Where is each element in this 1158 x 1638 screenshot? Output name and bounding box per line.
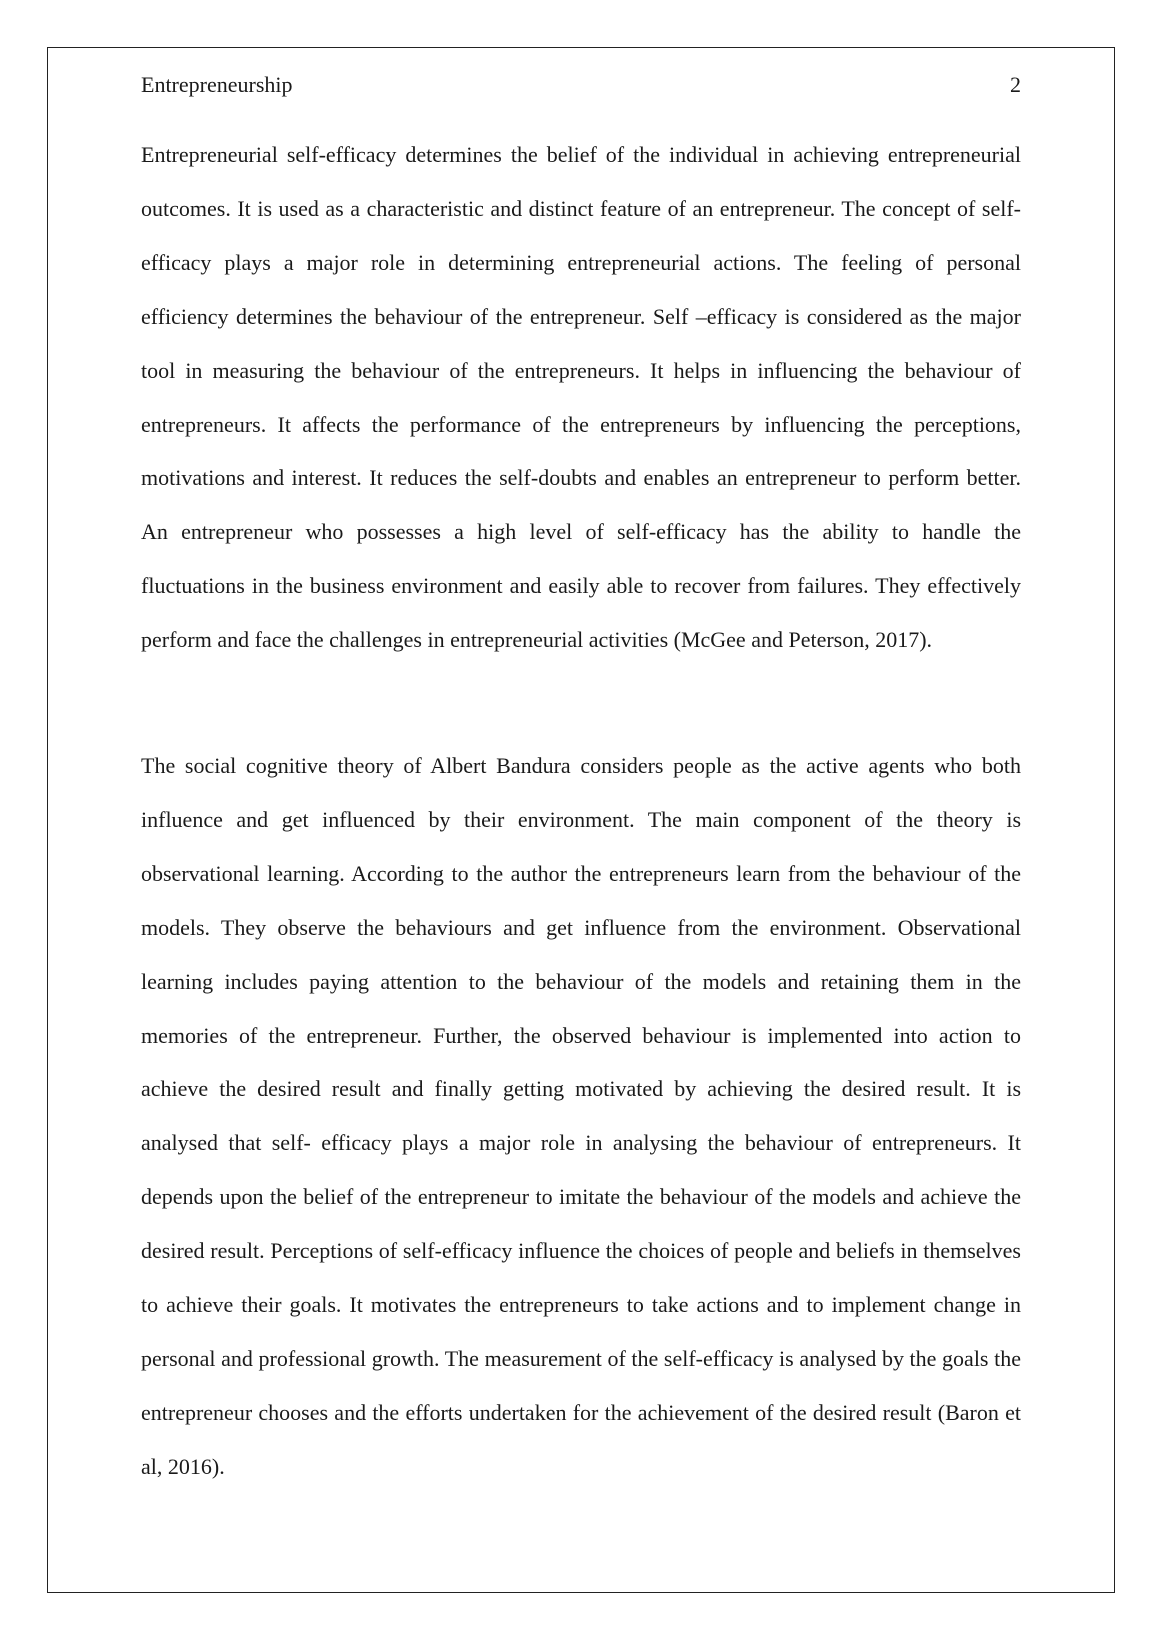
body-paragraph-1: Entrepreneurial self-efficacy determines the belief of the individual in achieving entrepreneurial outcomes. It is used as a characteristic and distinct feature of an entrepreneur. The concept of self-efficacy plays a major role in determining entrepreneurial actions. The feeling of personal efficiency determines the behaviour of the entrepreneur. Self –efficacy is considered as the major tool in measuring the behaviour of the entrepreneurs. It helps in influencing the behaviour of entrepreneurs. It affects the performance of the entrepreneurs by influencing the perceptions, motivations and interest. It reduces the self-doubts and enables an entrepreneur to perform better. An entrepreneur who possesses a high level of self-efficacy has the ability to handle the fluctuations in the business environment and easily able to recover from failures. They effectively perform and face the challenges in entrepreneurial activities (McGee and Peterson, 2017). [141, 142, 1021, 653]
page-number: 2 [1010, 72, 1021, 97]
body-paragraph-2: The social cognitive theory of Albert Bandura considers people as the active agents who both influence and get influenced by their environment. The main component of the theory is observational learning. According to the author the entrepreneurs learn from the behaviour of the models. They observe the behaviours and get influence from the environment. Observational learning includes paying attention to the behaviour of the models and retaining them in the memories of the entrepreneur. Further, the observed behaviour is implemented into action to achieve the desired result and finally getting motivated by achieving the desired result. It is analysed that self- efficacy plays a major role in analysing the behaviour of entrepreneurs. It depends upon the belief of the entrepreneur to imitate the behaviour of the models and achieve the desired result. Perceptions of self-efficacy influence the choices of people and beliefs in themselves to achieve their goals. It motivates the entrepreneurs to take actions and to implement change in personal and professional growth. The measurement of the self-efficacy is analysed by the goals the entrepreneur chooses and the efforts undertaken for the achievement of the desired result (Baron et al, 2016). [141, 753, 1021, 1479]
page-header [141, 70, 1021, 100]
running-head-title: Entrepreneurship [141, 72, 293, 97]
